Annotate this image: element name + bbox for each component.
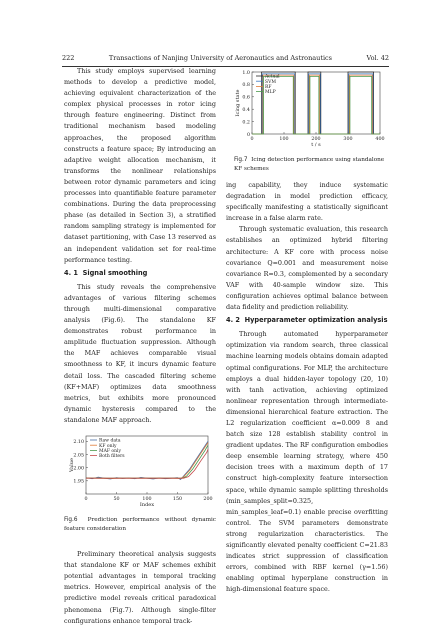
fig7-ytick-label: 0.4 bbox=[242, 108, 250, 113]
fig7-label: Fig.7 bbox=[234, 157, 248, 163]
fig6-xtick-label: 200 bbox=[203, 497, 213, 502]
evaluation-paragraph: Through systematic evaluation, this research establishes an optimized hybrid filtering architecture: A KF core with process noise covariance Q=0.001 and measurement noise covariance R=0.3, complemented by a secondary VAF with 40-sample window size. This configuration achieves optimal balance between data fidelity and prediction reliability. bbox=[226, 225, 388, 312]
fig7-xtick-label: 200 bbox=[311, 137, 321, 142]
section-heading-4-2 bbox=[226, 315, 388, 326]
fig6-legend-label: MAF only bbox=[99, 449, 121, 454]
section-number: 4. 2 bbox=[226, 316, 240, 325]
fig6-xlabel: Index bbox=[139, 502, 155, 508]
analysis-paragraph: Preliminary theoretical analysis suggests that standalone KF or MAF schemes exhibit potential advantages in temporal tracking metrics. However, empirical analysis of the predictive model reveals critical paradoxical phenomena (Fig.7). Although single-filter configurations enhance temporal track- bbox=[64, 550, 216, 625]
fig6-legend-label: KF only bbox=[99, 443, 117, 449]
fig7-xtick-label: 0 bbox=[250, 137, 254, 142]
fig6-xtick-label: 0 bbox=[84, 497, 88, 502]
fig7-legend-label: MLP bbox=[265, 90, 276, 96]
fig6-ytick-label: 2.00 bbox=[73, 466, 84, 472]
figure-6 bbox=[64, 432, 216, 533]
fig6-caption bbox=[64, 516, 216, 533]
fig7-ylabel: Icing state bbox=[235, 89, 241, 117]
fig7-xtick-label: 400 bbox=[375, 137, 385, 142]
fig7-xtick-label: 300 bbox=[343, 137, 353, 142]
intro-paragraph: This study employs supervised learning methods to develop a predictive model, achieving equivalent characterization of the complex physical processes in rotor icing through feature engineering. Distinct from traditional mechanism based modeling approaches, the proposed algorithm constructs a feature space; By introducing an adaptive weight allocation mechanism, it transforms the nonlinear relationships between rotor dynamic parameters and icing processes into quantifiable feature parameter combinations. During the data preprocessing phase (as detailed in Section 3), a stratified random sampling strategy is implemented for dataset partitioning, with Case 13 reserved as an independent validation set for real-time performance testing. bbox=[64, 67, 216, 264]
figure-7 bbox=[226, 68, 388, 173]
section-title: Hyperparameter optimization analysis bbox=[244, 316, 388, 325]
fig7-legend bbox=[256, 74, 280, 96]
page-number: 222 bbox=[62, 54, 75, 62]
fig6-ytick-label: 2.10 bbox=[73, 440, 84, 446]
fig7-ytick-label: 0.8 bbox=[242, 83, 250, 89]
fig6-legend-label: Both filters bbox=[99, 454, 125, 460]
fig6-xtick-label: 100 bbox=[142, 497, 152, 502]
journal-title: Transactions of Nanjing University of Aeronautics and Astronautics bbox=[108, 54, 333, 62]
fig7-xtick-label: 100 bbox=[279, 137, 289, 142]
section-title: Signal smoothing bbox=[82, 268, 148, 277]
fig7-ytick-label: 0.2 bbox=[242, 120, 250, 126]
fig7-ytick-label: 1.0 bbox=[242, 70, 250, 76]
fig7-caption-text: Icing detection performance using standalone KF schemes bbox=[234, 157, 385, 172]
fig7-ytick-label: 0 bbox=[246, 132, 250, 138]
fig6-xtick-label: 150 bbox=[172, 497, 183, 502]
fig6-caption-text: Prediction performance without dynamic feature consideration bbox=[64, 517, 216, 532]
volume-label: Vol. 42 bbox=[366, 54, 389, 62]
section-heading-4-1 bbox=[64, 268, 216, 279]
left-column bbox=[64, 66, 216, 627]
fig6-chart bbox=[64, 432, 216, 512]
fig7-ytick-label: 0.6 bbox=[242, 95, 250, 101]
continued-paragraph: ing capability, they induce systematic degradation in model prediction efficacy, specifically manifesting a statistically significant increase in a false alarm rate. bbox=[226, 181, 388, 223]
fig6-xtick-label: 50 bbox=[113, 497, 120, 502]
fig6-ytick-label: 2.05 bbox=[73, 453, 84, 459]
fig7-xlabel: t / s bbox=[311, 142, 321, 148]
fig6-ytick-label: 1.95 bbox=[73, 479, 84, 485]
fig7-legend-label: Actual bbox=[265, 74, 280, 80]
fig7-legend-label: RF bbox=[265, 85, 272, 90]
right-column bbox=[226, 180, 388, 595]
fig6-label: Fig.6 bbox=[64, 517, 78, 524]
fig7-caption bbox=[226, 156, 388, 173]
fig7-chart bbox=[226, 68, 388, 152]
page-header bbox=[62, 52, 389, 67]
smoothing-paragraph: This study reveals the comprehensive advantages of various filtering schemes through multi-dimensional comparative analysis (Fig.6). The standalone KF demonstrates robust performance in amplitude fluctuation suppression. Although the MAF achieves comparable visual smoothness to KF, it incurs dynamic feature detail loss. The cascaded filtering scheme (KF+MAF) optimizes data smoothness metrics, but exhibits more pronounced dynamic hysteresis compared to the standalone MAF approach. bbox=[64, 282, 216, 424]
fig6-ylabel: Value bbox=[69, 458, 75, 472]
hyperparameter-paragraph: Through automated hyperparameter optimization via random search, three classical machine learning models obtains domain adapted optimal configurations. For MLP, the architecture employs a dual hidden-layer topology (20, 10) with tanh activation, achieving optimized nonlinear representation through intermediate-dimensional hierarchical feature extraction. The L2 regularization coefficient α=0.009 8 and batch size 128 establish stability control in gradient updates. The RF configuration embodies deep ensemble learning strategy, where 450 decision trees with a maximum depth of 17 construct high-complexity feature intersection space, while dynamic sample splitting thresholds (min_samples_split=0.325, min_samples_leaf=0.1) enable precise overfitting control. The SVM parameters demonstrate strong regularization characteristics. The significantly elevated penalty coefficient C=21.83 indicates strict suppression of classification errors, combined with RBF kernel (γ=1.56) enabling optimal hyperplane construction in high-dimensional feature space. bbox=[226, 330, 388, 594]
fig7-legend-label: SVM bbox=[265, 79, 276, 85]
section-number: 4. 1 bbox=[64, 268, 78, 277]
fig6-legend-label: Raw data bbox=[99, 438, 121, 444]
fig6-legend bbox=[90, 438, 125, 460]
